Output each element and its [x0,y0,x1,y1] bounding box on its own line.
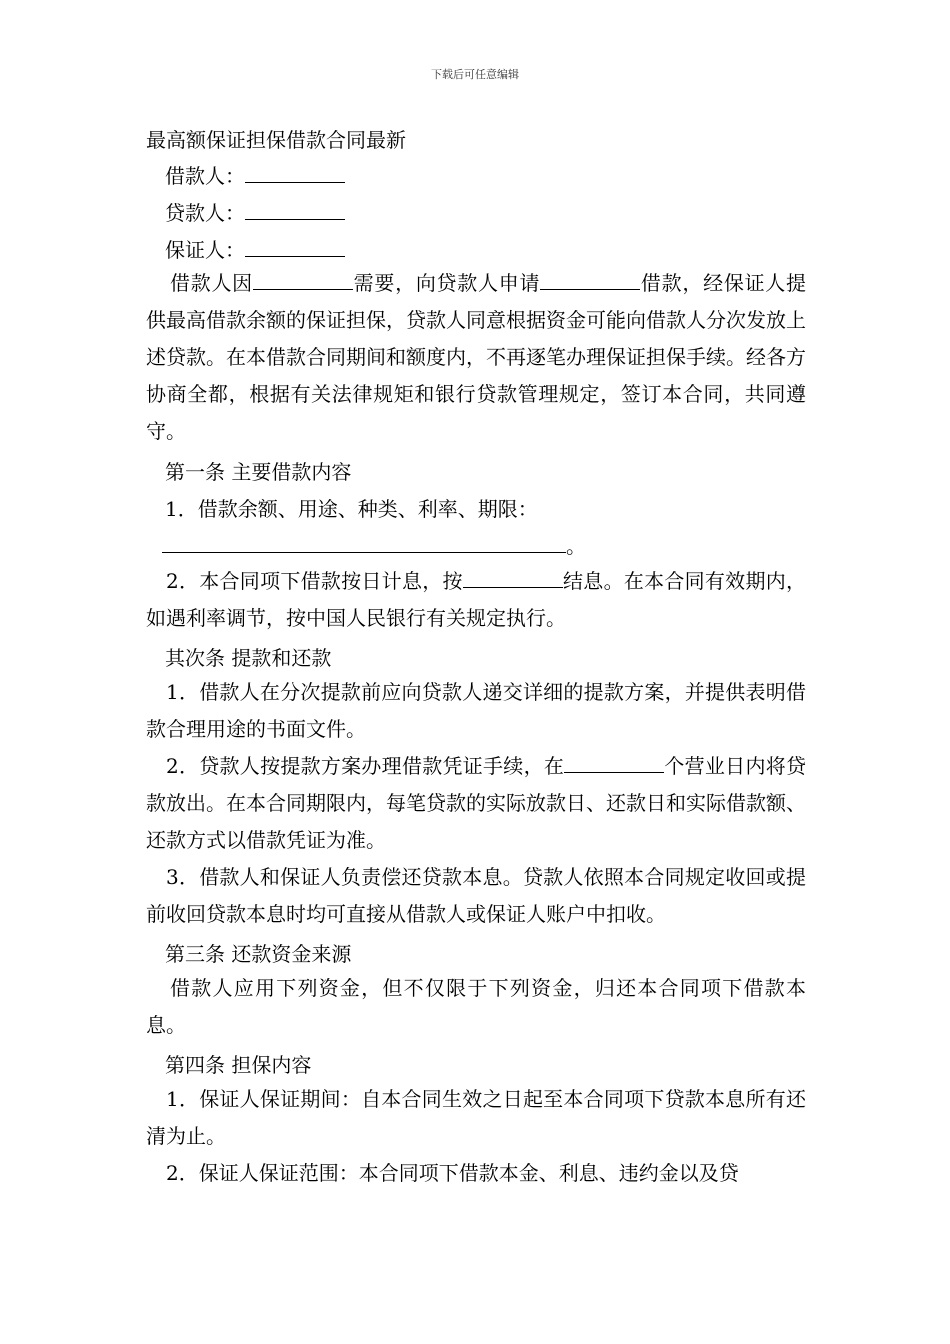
guarantor-label: 保证人： [165,238,245,262]
lender-label: 贷款人： [165,201,245,225]
document-title: 最高额保证担保借款合同最新 [146,128,406,152]
lender-blank[interactable] [245,198,345,220]
article-2-item-2 [146,748,806,859]
borrower-line [165,160,345,189]
purpose-blank[interactable] [253,268,353,290]
guarantor-blank[interactable] [245,235,345,257]
article-2-item-3: 3．借款人和保证人负责偿还贷款本息。贷款人依照本合同规定收回或提前收回贷款本息时均可直接从借款人或保证人账户中扣收。 [146,865,806,926]
borrower-label: 借款人： [165,164,245,188]
article-1-item-1: 1．借款余额、用途、种类、利率、期限： [165,497,538,521]
borrower-blank[interactable] [245,161,345,183]
art1-i2-text-a: 2．本合同项下借款按日计息，按 [166,569,463,593]
article-3-text: 借款人应用下列资金，但不仅限于下列资金，归还本合同项下借款本息。 [146,976,806,1037]
period-mark: 。 [566,534,586,558]
interest-settlement-blank[interactable] [463,566,563,588]
article-2-item-1: 1．借款人在分次提款前应向贷款人递交详细的提款方案，并提供表明借款合理用途的书面文件。 [146,680,806,741]
intro-text-c: 借款，经保证人提供最高借款余额的保证担保，贷款人同意根据资金可能向借款人分次发放上述贷款。在本借款合同期间和额度内，不再逐笔办理保证担保手续。经各方协商全都，根据有关法律规矩和银行贷款管理规定，签订本合同，共同遵守。 [146,271,807,443]
page-header: 下载后可任意编辑 [431,68,519,81]
article-4-item-1: 1．保证人保证期间：自本合同生效之日起至本合同项下贷款本息所有还清为止。 [146,1087,806,1148]
article-3-heading: 第三条 还款资金来源 [165,942,352,966]
article-1-heading: 第一条 主要借款内容 [165,460,352,484]
article-1-item-1-fill [162,530,586,559]
guarantor-line [165,234,345,263]
art1-i2-text-b: 结息。在本合同有效期内，如遇利率调节，按中国人民银行有关规定执行。 [146,569,806,630]
art2-i2-text-b: 个营业日内将贷款放出。在本合同期限内，每笔贷款的实际放款日、还款日和实际借款额、还款方式以借款凭证为准。 [146,754,806,852]
intro-paragraph [146,265,806,450]
art2-i2-text-a: 2．贷款人按提款方案办理借款凭证手续，在 [166,754,565,778]
loan-details-blank[interactable] [162,531,566,553]
loan-type-blank[interactable] [540,268,640,290]
article-1-item-2 [146,563,806,637]
lender-line [165,197,345,226]
intro-text-b: 需要，向贷款人申请 [352,271,541,295]
article-4-heading: 第四条 担保内容 [165,1053,312,1077]
article-4-item-2: 2．保证人保证范围：本合同项下借款本金、利息、违约金以及贷 [166,1161,739,1185]
article-2-heading: 其次条 提款和还款 [165,646,332,670]
intro-text-a: 借款人因 [170,271,253,295]
business-days-blank[interactable] [564,751,664,773]
